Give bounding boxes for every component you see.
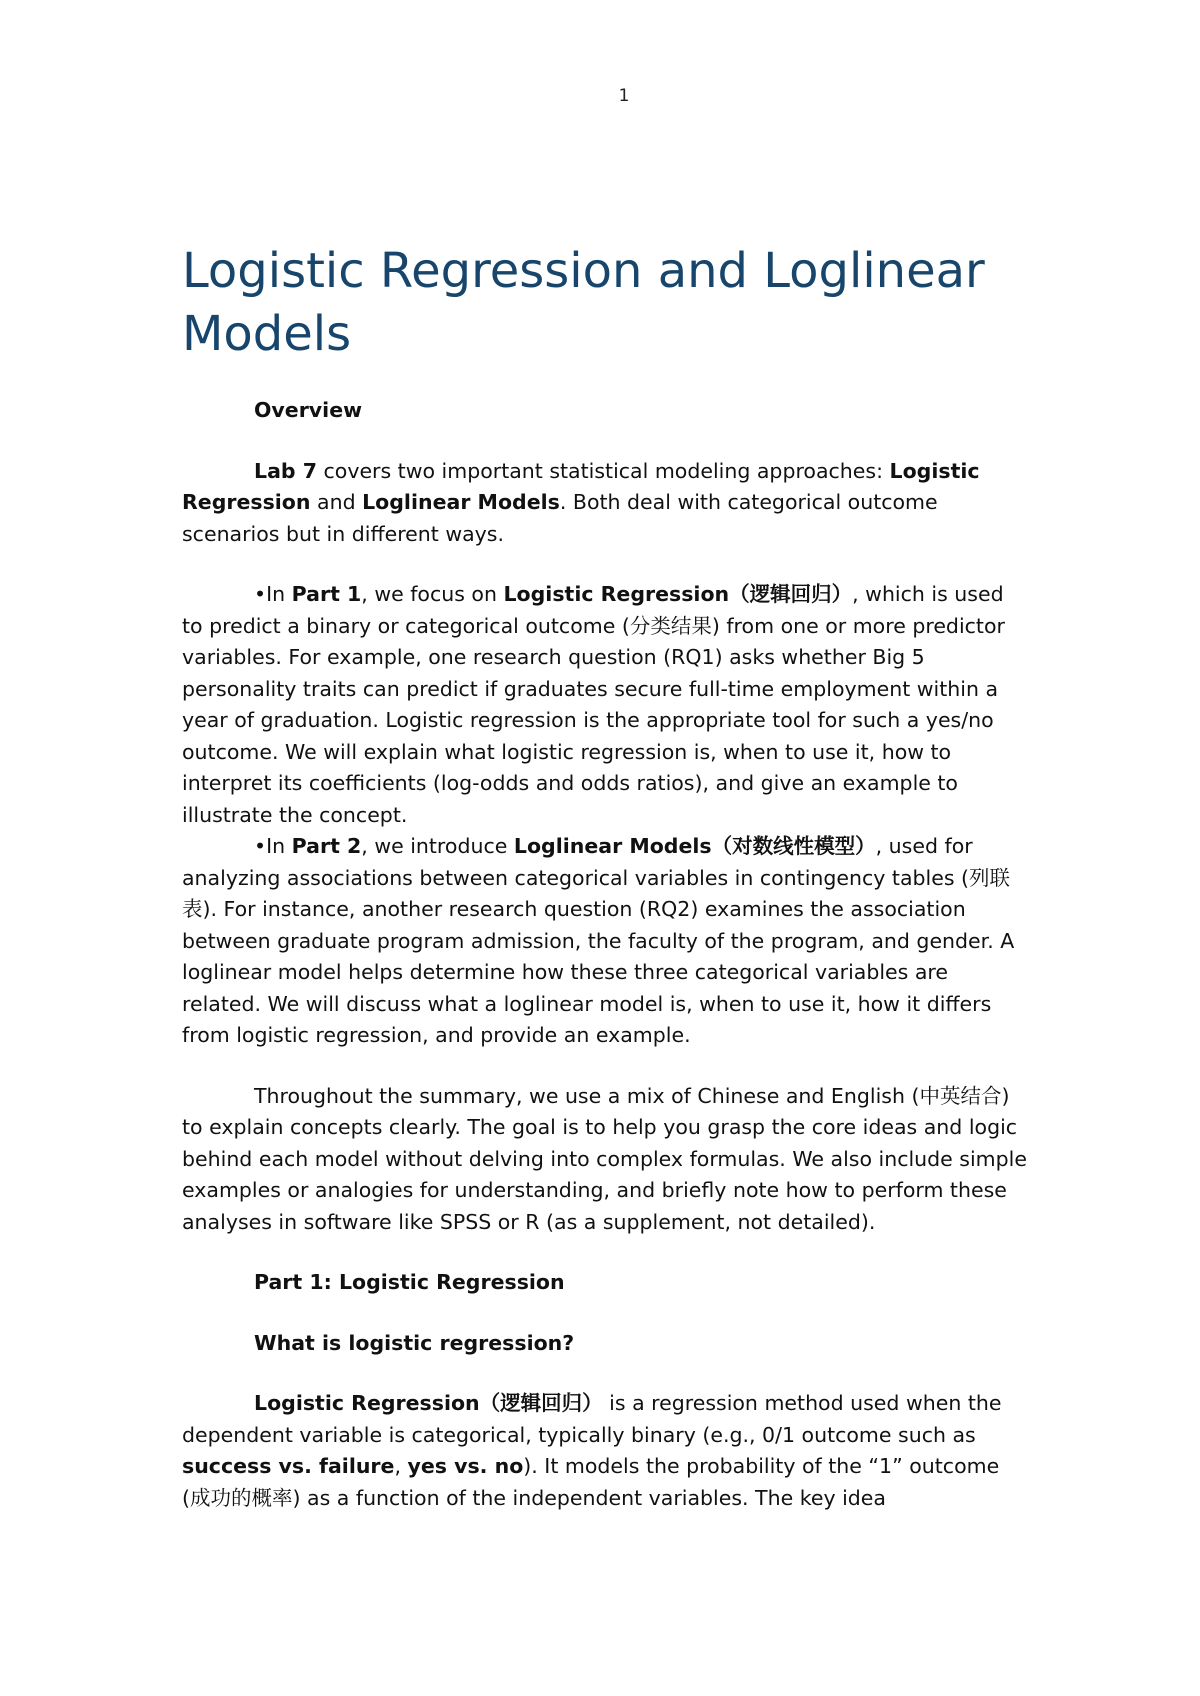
part-label: Part 2: [291, 834, 362, 858]
text-run: ,: [394, 1454, 408, 1478]
document-title: Logistic Regression and Loglinear Models: [182, 243, 985, 362]
term-loglinear-models: Loglinear Models: [362, 490, 560, 514]
term-logistic-regression: Logistic Regression: [182, 458, 980, 514]
definition-paragraph: [182, 1388, 1028, 1514]
summary-paragraph: Throughout the summary, we use a mix of Chinese and English (中英结合) to explain concepts clearly. The goal is to help you grasp the core ideas and logic behind each model without delving into complex formulas. We also include simple examples or analogies for understanding, and briefly note how to perform these analyses in software like SPSS or R (as a supplement, not detailed).: [182, 1083, 1027, 1234]
part-1-heading: [182, 1267, 1028, 1299]
text-run: , we focus on: [361, 582, 504, 606]
text-run: . Both deal with categorical outcome scenarios but in different ways.: [182, 490, 938, 546]
text-run: , which is used to predict a binary or categorical outcome (分类结果) from one or more predictor variables. For example, one research question (RQ1) asks whether Big 5 personality traits can predict if graduates secure full-time employment within a year of graduation. Logistic regression is the appropriate tool for such a yes/no outcome. We will explain what logistic regression is, when to use it, how to interpret its coefficients (log-odds and odds ratios), and give an example to illustrate the concept.: [182, 582, 1005, 827]
overview-paragraph: [182, 456, 1028, 551]
bullet-icon: •: [254, 834, 267, 858]
subheading-what-is: [182, 1328, 1028, 1360]
text-run: , used for analyzing associations between categorical variables in contingency tables (列联表). For instance, another research question (RQ2) examines the association between graduate program admission, the faculty of the program, and gender. A loglinear model helps determine how these three categorical variables are related. We will discuss what a loglinear model is, when to use it, how it differs from logistic regression, and provide an example.: [182, 834, 1015, 1047]
text-run: and: [310, 490, 363, 514]
text-run: is a regression method used when the dependent variable is categorical, typically binary (e.g., 0/1 outcome such as: [182, 1391, 1002, 1447]
lab-label: Lab 7: [254, 458, 317, 483]
text-run: covers two important statistical modeling approaches:: [316, 458, 890, 483]
part-1-heading-text: Part 1: Logistic Regression: [254, 1270, 565, 1294]
bullet-part-2: [182, 831, 1028, 1052]
term-logistic-regression: Logistic Regression（逻辑回归）: [254, 1391, 603, 1415]
term-yes-no: yes vs. no: [407, 1454, 524, 1478]
overview-heading: Overview: [254, 398, 363, 422]
text-run: ). It models the probability of the “1” outcome (成功的概率) as a function of the independent variables. The key idea: [182, 1454, 1000, 1510]
page-number: 1: [618, 86, 630, 106]
subheading-text: What is logistic regression?: [254, 1330, 575, 1355]
term-success-failure: success vs. failure: [182, 1454, 395, 1478]
part-label: Part 1: [291, 582, 362, 606]
text-run: , we introduce: [361, 834, 514, 858]
text-run: In: [266, 834, 292, 858]
term-loglinear-models: Loglinear Models（对数线性模型）: [513, 834, 876, 858]
document-body: [182, 240, 1028, 1514]
bullet-icon: •: [254, 582, 267, 606]
bullet-part-1: [182, 579, 1028, 831]
text-run: In: [266, 582, 292, 606]
term-logistic-regression: Logistic Regression（逻辑回归）: [503, 582, 853, 606]
